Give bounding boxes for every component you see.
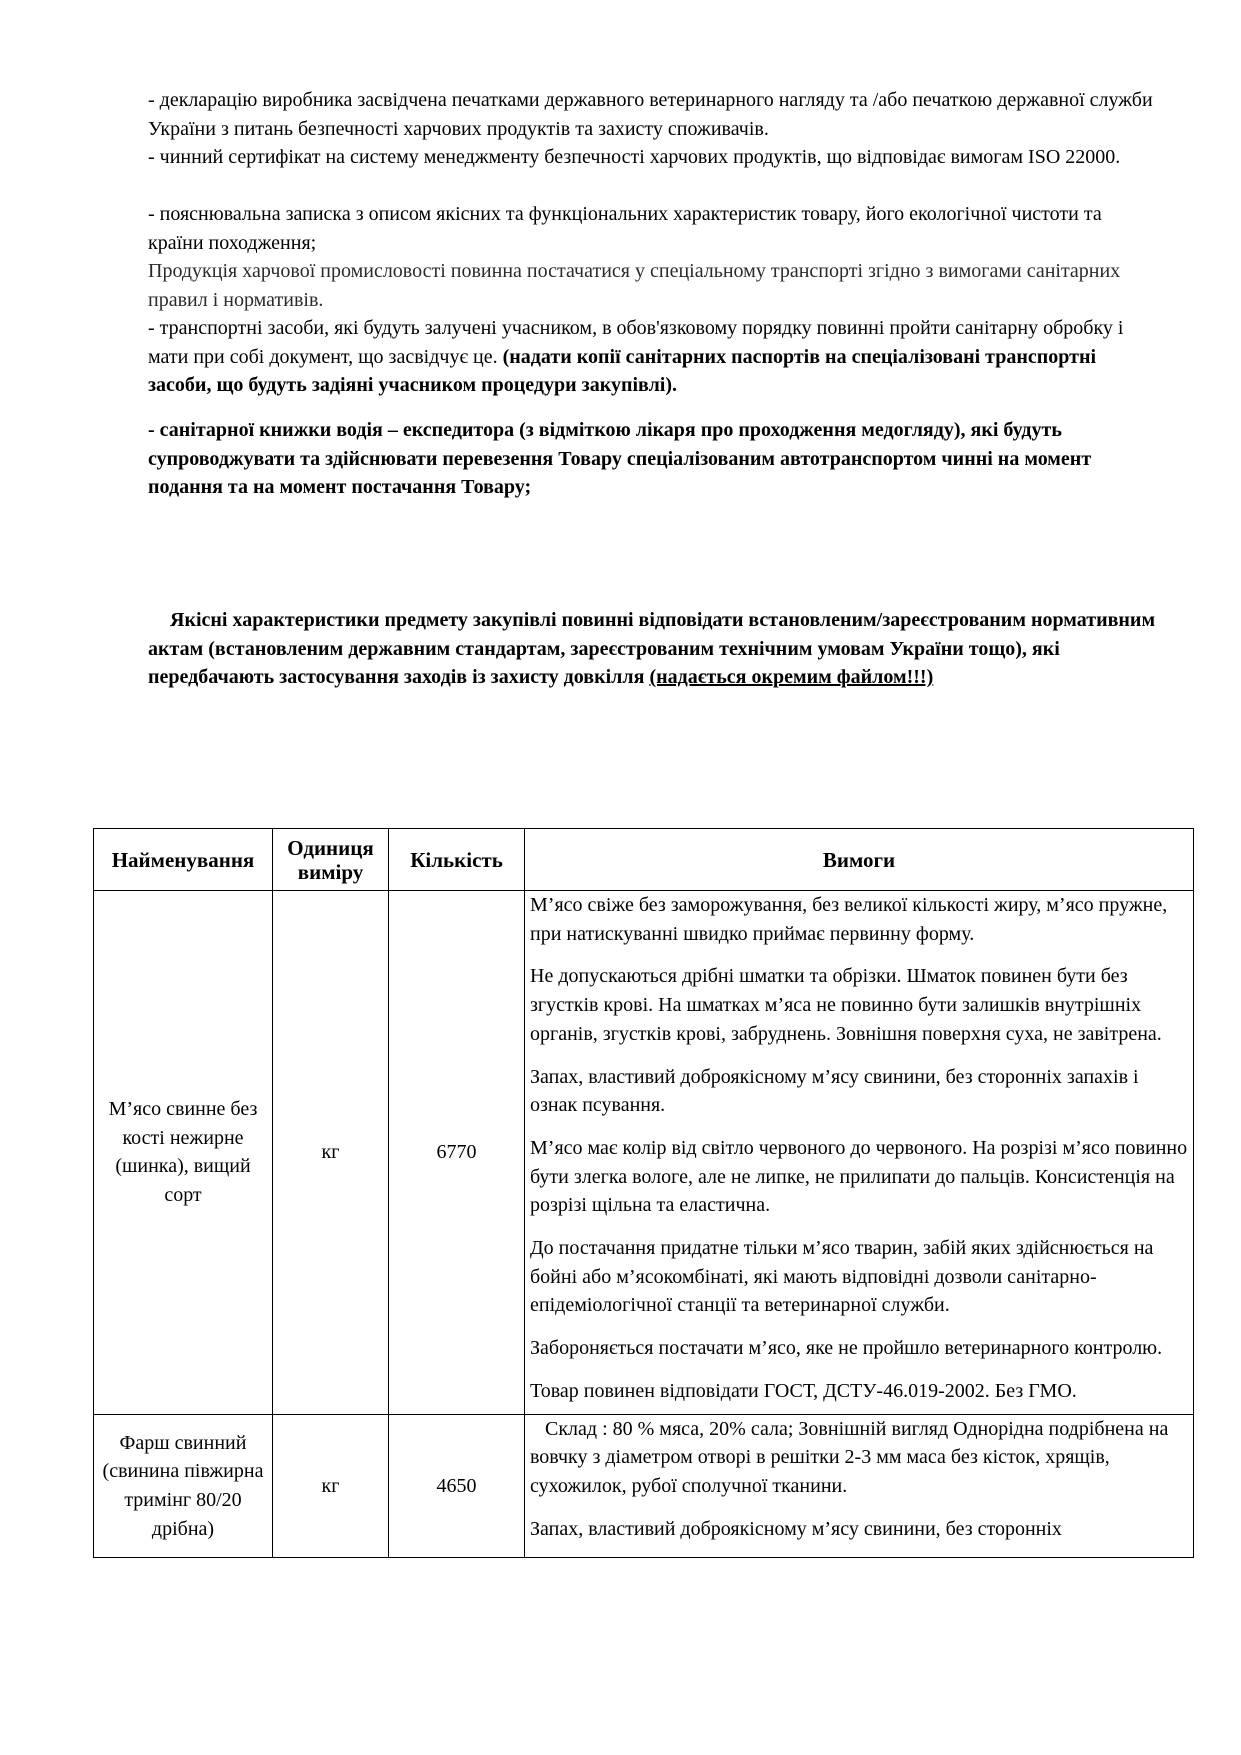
header-quantity: Кількість — [389, 829, 525, 891]
separate-file-note: (надається окремим файлом!!!) — [649, 666, 934, 689]
cell-requirements — [525, 891, 1194, 1415]
paragraph-bold-text: (надати копії санітарних паспортів на спеціалізовані транспортні засоби, що будуть задіяні учасником процедури закупівлі). — [148, 345, 1097, 397]
requirement-text: Забороняється постачати м’ясо, яке не пройшло ветеринарного контролю. — [530, 1337, 1163, 1360]
paragraph-explanatory-note — [148, 200, 1158, 257]
paragraph-text: - чинний сертифікат на систему менеджменту безпечності харчових продуктів, що відповідає вимогам ISO 22000. — [148, 146, 1121, 168]
cell-requirements — [525, 1414, 1194, 1558]
table-header-row — [94, 829, 1194, 891]
paragraph-bold-text: Якісні характеристики предмету закупівлі повинні відповідати встановленим/зареєстрованим нормативним актам (встановленим державним стандартам, зареєстрованим технічним умовам України тощо), які передбачають застосування заходів із захисту довкілля — [148, 609, 1156, 689]
paragraph-text: - транспортні засоби, які будуть залучені учасником, в обов'язковому порядку повинні пройти санітарну обробку і мати при собі документ, що засвідчує це. — [148, 317, 1124, 368]
paragraph-iso-certificate — [148, 143, 1158, 172]
header-requirements: Вимоги — [525, 829, 1194, 891]
paragraph-bold-text: - санітарної книжки водія – експедитора (з відміткою лікаря про проходження медогляду), які будуть супроводжувати та здійснювати перевезення Товару спеціалізованим автотранспортом чинні на момент подання та на момент постачання Товару; — [148, 419, 1092, 499]
cell-product-name: Фарш свинний (свинина півжирна тримінг 80/20 дрібна) — [94, 1414, 273, 1558]
table-row — [94, 1414, 1194, 1558]
header-name: Найменування — [94, 829, 273, 891]
paragraph-driver-book — [148, 416, 1158, 502]
requirement-text: До постачання придатне тільки м’ясо тварин, забій яких здійснюється на бойні або м’ясокомбінаті, які мають відповідні дозволи санітарно- епідеміологічної станції та ветеринарної служби. — [530, 1237, 1154, 1317]
requirement-text: Склад : 80 % мяса, 20% сала; Зовнішній вигляд Однорідна подрібнена на вовчку з діаметром отворі в решітки 2-3 мм маса без кісток, хрящів, сухожилок, рубої сполучної тканини. — [530, 1417, 1174, 1497]
cell-unit: кг — [273, 891, 389, 1415]
paragraph-text: - пояснювальна записка з описом якісних та функціональних характеристик товару, його екологічної чистоти та країни походження; — [148, 203, 1102, 254]
header-unit: Одиниця виміру — [273, 829, 389, 891]
cell-product-name: М’ясо свинне без кості нежирне (шинка), вищий сорт — [94, 891, 273, 1415]
requirement-text: Запах, властивий доброякісному м’ясу свинини, без сторонніх — [530, 1517, 1062, 1540]
paragraph-transport-sanitation — [148, 314, 1158, 400]
paragraph-transport-rules — [148, 257, 1158, 314]
paragraph-quality-characteristics — [148, 606, 1158, 692]
cell-quantity: 4650 — [389, 1414, 525, 1558]
cell-unit: кг — [273, 1414, 389, 1558]
paragraph-declaration — [148, 86, 1158, 143]
requirement-text: Запах, властивий доброякісному м’ясу свинини, без сторонніх запахів і ознак псування. — [530, 1065, 1139, 1117]
requirement-text: Товар повинен відповідати ГОСТ, ДСТУ-46.019-2002. Без ГМО. — [530, 1379, 1077, 1402]
table-row — [94, 891, 1194, 1415]
paragraph-text: Продукція харчової промисловості повинна постачатися у спеціальному транспорті згідно з вимогами санітарних правил і нормативів. — [148, 260, 1121, 311]
requirement-text: Не допускаються дрібні шматки та обрізки. Шматок повинен бути без згустків крові. На шматках м’яса не повинно бути залишків внутрішніх органів, згустків крові, забруднень. Зовнішня поверхня суха, не завітрена. — [530, 965, 1162, 1045]
cell-quantity: 6770 — [389, 891, 525, 1415]
requirement-text: М’ясо має колір від світло червоного до червоного. На розрізі м’ясо повинно бути злегка вологе, але не липке, не прилипати до пальців. Консистенція на розрізі щільна та еластична. — [530, 1136, 1188, 1217]
paragraph-text: - декларацію виробника засвідчена печатками державного ветеринарного нагляду та /або печаткою державної служби України з питань безпечності харчових продуктів та захисту споживачів. — [148, 89, 1153, 140]
requirement-text: М’ясо свіже без заморожування, без великої кількості жиру, м’ясо пружне, при натискуванні швидко приймає первинну форму. — [530, 894, 1168, 945]
requirements-table — [93, 828, 1194, 1558]
